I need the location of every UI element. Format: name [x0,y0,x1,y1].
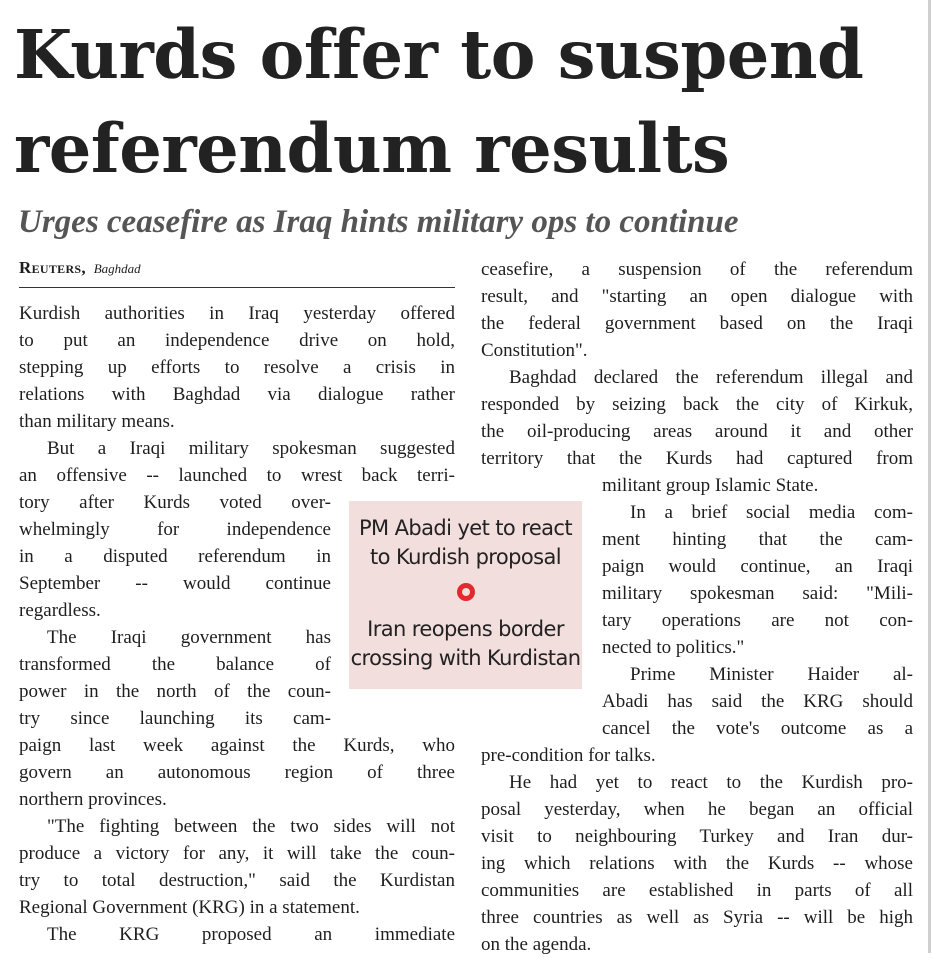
text-line: relations with Baghdad via dialogue rather [19,384,455,405]
text-line: than military means. [19,411,175,432]
text-line: Prime Minister Haider al- [630,664,913,685]
text-line: pre-condition for talks. [481,745,656,766]
text-line: in a disputed referendum in [19,546,331,567]
text-line: Regional Government (KRG) in a statement. [19,897,360,918]
pullquote-line: to Kurdish proposal [370,545,561,569]
text-line: responded by seizing back the city of Kirkuk, [481,394,913,415]
text-line: ment hinting that the cam- [602,529,913,550]
pullquote-line: PM Abadi yet to react [358,516,573,540]
text-line: communities are established in parts of all [481,880,913,901]
text-line: Baghdad declared the referendum illegal and [509,367,913,388]
text-line: regardless. [19,600,101,621]
text-line: paign last week against the Kurds, who [19,735,455,756]
page-edge-rule [928,0,931,953]
text-line: result, and "starting an open dialogue with [481,286,913,307]
text-line: the federal government based on the Iraqi [481,313,913,334]
text-line: visit to neighbouring Turkey and Iran dur- [481,826,913,847]
text-line: paign would continue, an Iraqi [602,556,913,577]
text-line: transformed the balance of [19,654,331,675]
text-line: militant group Islamic State. [602,475,819,496]
text-line: Kurdish authorities in Iraq yesterday offered [19,303,455,324]
text-line: But a Iraqi military spokesman suggested [47,438,455,459]
text-line: nected to politics." [602,637,745,658]
pullquote-item [349,615,582,673]
headline-line: Kurds offer to suspend [14,15,864,94]
text-line: produce a victory for any, it will take the coun- [19,843,455,864]
text-line: tary operations are not con- [602,610,913,631]
pullquote-box [349,501,582,689]
text-line: cancel the vote's outcome as a [602,718,913,739]
byline-rule [19,287,455,288]
text-line: The Iraqi government has [47,627,331,648]
text-line: "The fighting between the two sides will not [47,816,455,837]
text-line: territory that the Kurds had captured from [481,448,913,469]
text-line: ceasefire, a suspension of the referendum [481,259,913,280]
text-line: In a brief social media com- [630,502,913,523]
text-line: He had yet to react to the Kurdish pro- [509,772,913,793]
pullquote-item [349,514,582,572]
text-line: power in the north of the coun- [19,681,331,702]
text-line: posal yesterday, when he began an official [481,799,913,820]
text-line: to put an independence drive on hold, [19,330,455,351]
byline [19,256,141,281]
pullquote-line: crossing with Kurdistan [350,646,581,670]
text-line: on the agenda. [481,934,592,955]
text-line: Constitution". [481,340,588,361]
pullquote-line: Iran reopens border [367,617,564,641]
headline [14,8,914,196]
headline-line: referendum results [14,109,730,188]
text-line: military spokesman said: "Mili- [602,583,913,604]
text-line: The KRG proposed an immediate [47,924,455,945]
text-line: three countries as well as Syria -- will be high [481,907,913,928]
text-line: govern an autonomous region of three [19,762,455,783]
text-line: September -- would continue [19,573,331,594]
text-line: Abadi has said the KRG should [602,691,913,712]
text-line: stepping up efforts to resolve a crisis in [19,357,455,378]
text-line: the oil-producing areas around it and other [481,421,913,442]
text-line: northern provinces. [19,789,167,810]
byline-agency: Reuters, [19,258,86,277]
text-line: ing which relations with the Kurds -- whose [481,853,913,874]
text-line: an offensive -- launched to wrest back terri- [19,465,455,486]
ring-bullet-icon [457,583,475,601]
text-line: try since launching its cam- [19,708,331,729]
text-line: try to total destruction," said the Kurdistan [19,870,455,891]
deck-subheadline: Urges ceasefire as Iraq hints military ops to continue [18,204,739,240]
text-line: tory after Kurds voted over- [19,492,331,513]
byline-dateline: Baghdad [93,261,141,276]
text-line: whelmingly for independence [19,519,331,540]
